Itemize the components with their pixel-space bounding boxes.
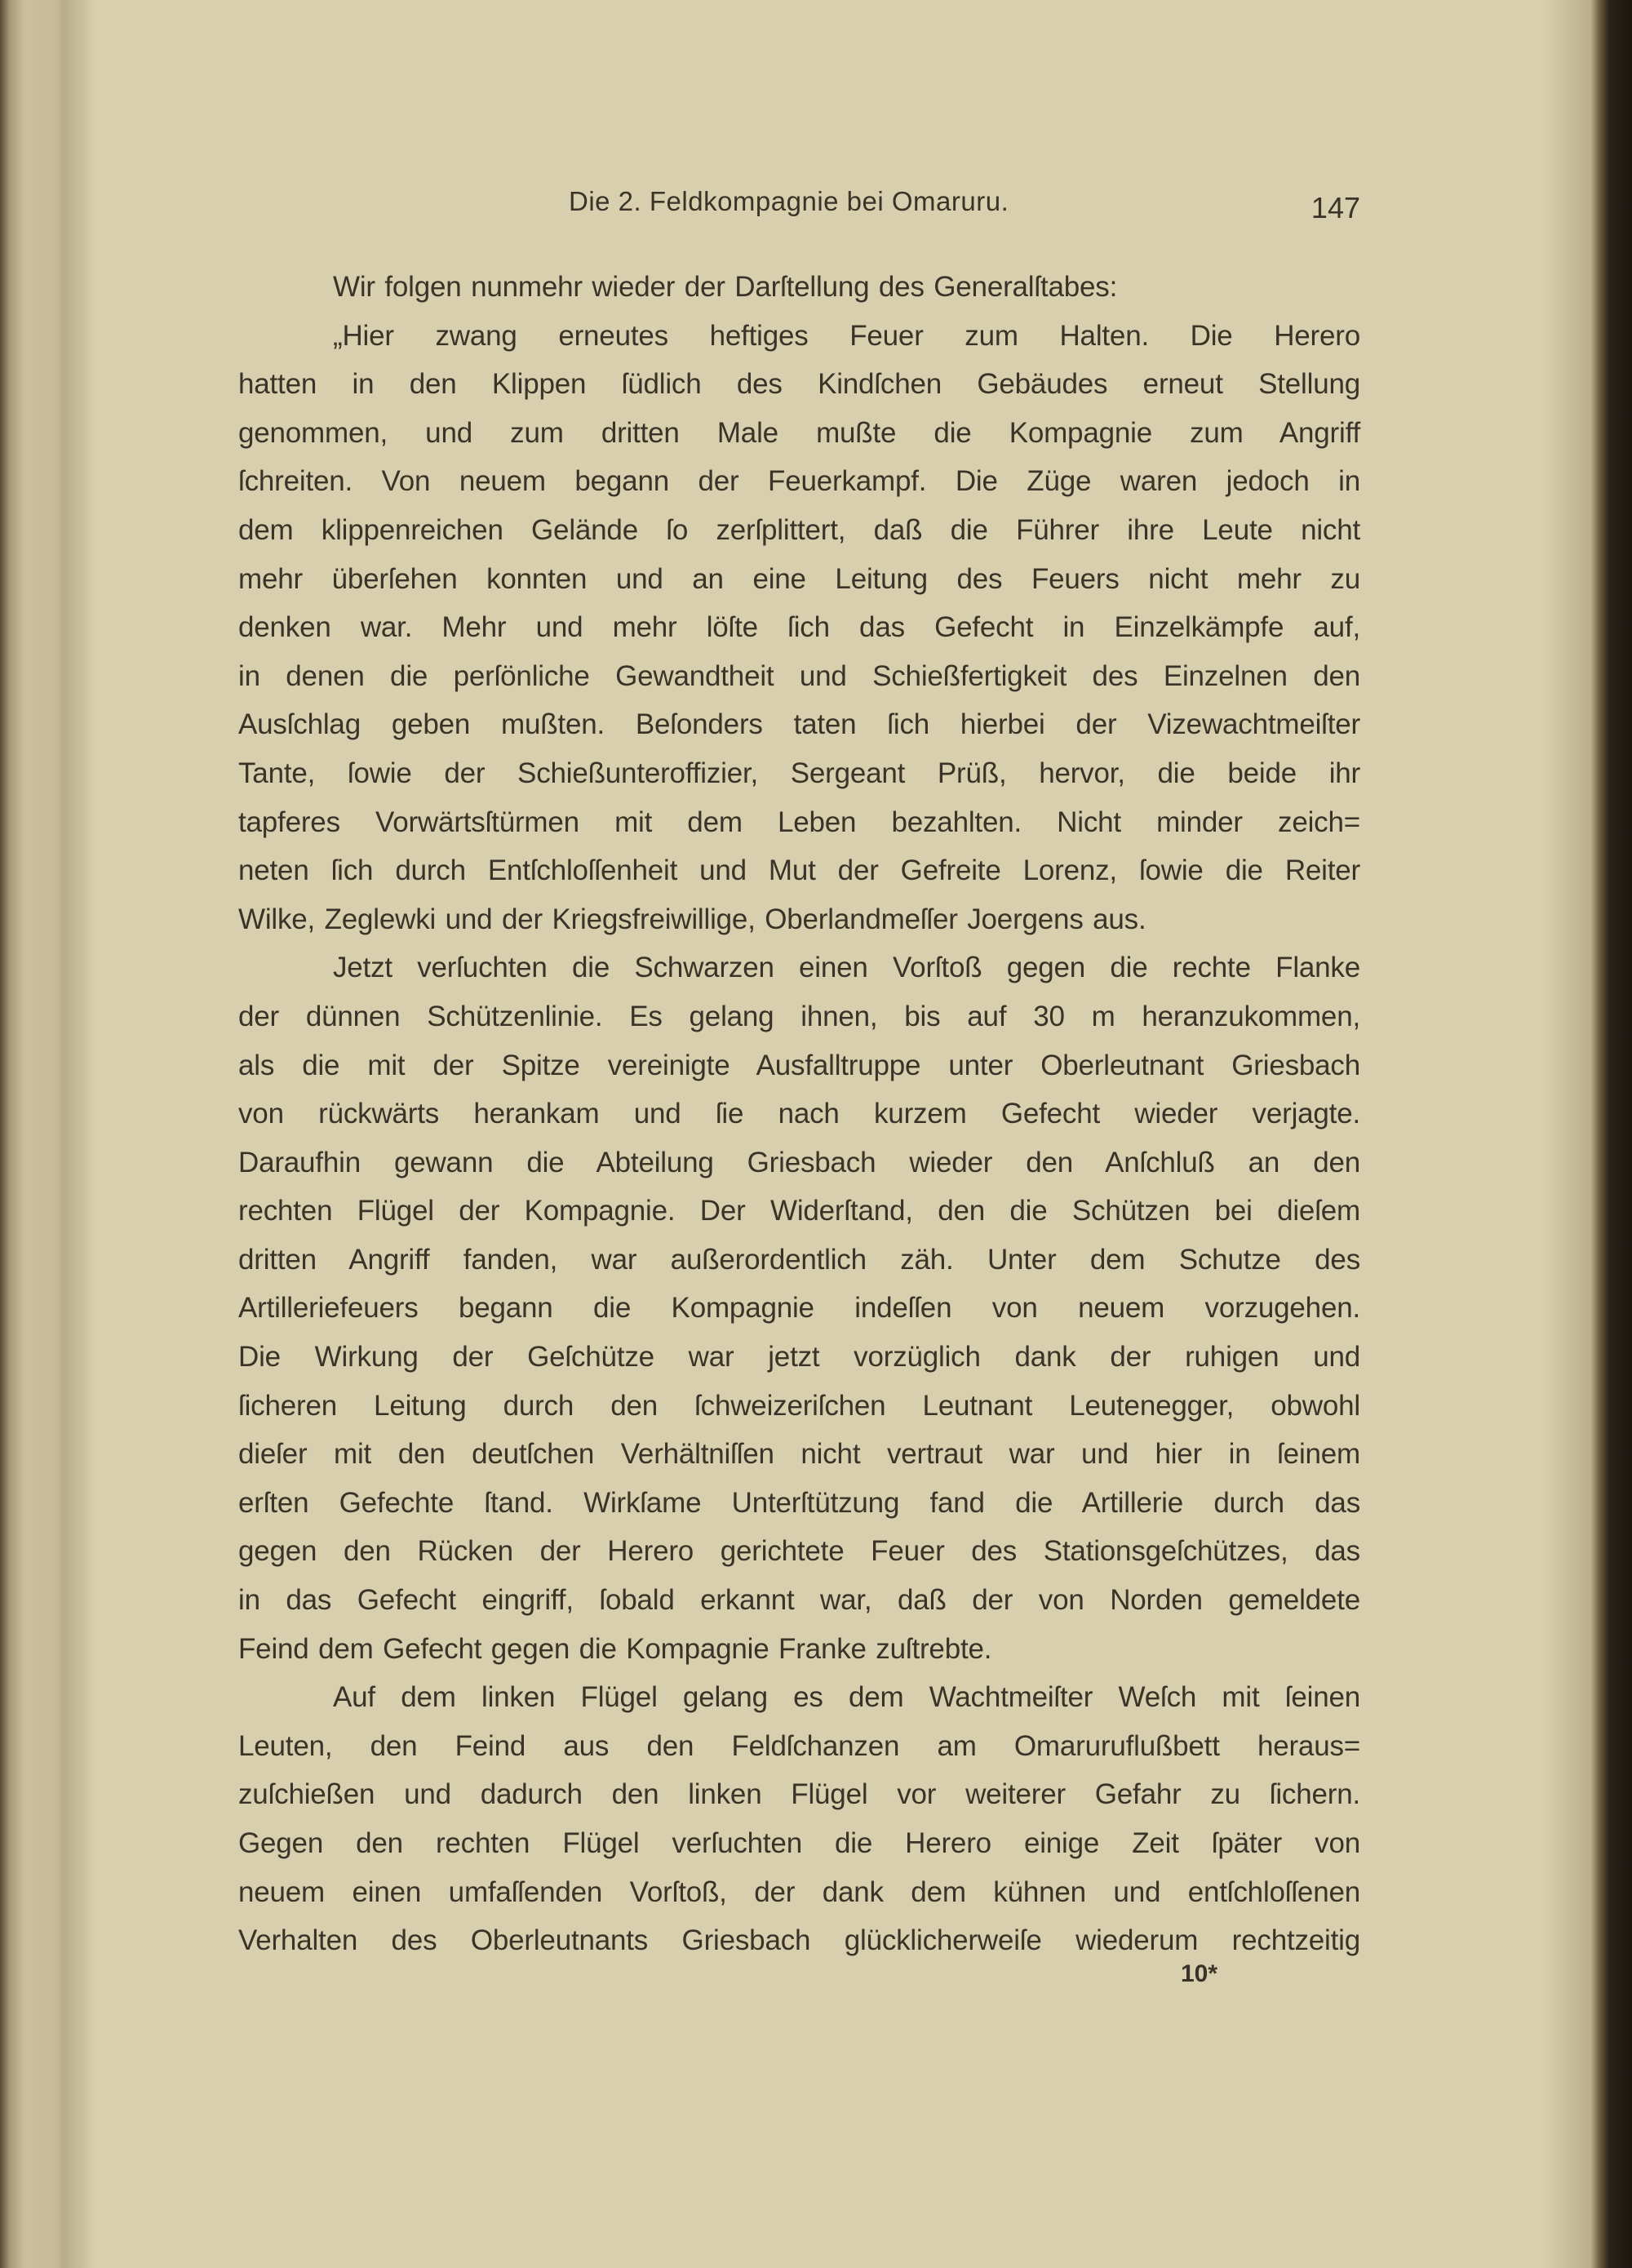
text-line: „Hier zwang erneutes heftiges Feuer zum Halten. Die Herero [333,319,1360,352]
page-number: 147 [1310,191,1360,224]
paragraph [238,943,1360,1673]
text-line: zuſchießen und dadurch den linken Flügel vor weiterer Gefahr zu ſichern. [238,1778,1360,1811]
text-line: Ausſchlag geben mußten. Beſonders taten ſich hierbei der Vizewachtmeiſter [238,708,1360,741]
text-line: neuem einen umfaſſenden Vorſtoß, der dank dem kühnen und entſchloſſenen [238,1875,1360,1908]
previous-page-edge [0,0,64,2268]
text-line: Wir folgen nunmehr wieder der Darſtellung des Generalſtabes: [333,271,1118,303]
text-line: Wilke, Zeglewki und der Kriegsfreiwillige, Oberlandmeſſer Joergens aus. [238,903,1146,935]
body-text [238,263,1360,1965]
text-line: Leuten, den Feind aus den Feldſchanzen am Omaruruflußbett heraus= [238,1729,1360,1762]
text-line: ſicheren Leitung durch den ſchweizeriſchen Leutnant Leutenegger, obwohl [238,1389,1360,1422]
text-line: in das Gefecht eingriff, ſobald erkannt war, daß der von Norden gemeldete [238,1584,1360,1617]
text-line: in denen die perſönliche Gewandtheit und Schießfertigkeit des Einzelnen den [238,659,1360,692]
text-line: Artilleriefeuers begann die Kompagnie indeſſen von neuem vorzugehen. [238,1292,1360,1325]
book-binding-edge [1591,0,1632,2268]
text-line: ſchreiten. Von neuem begann der Feuerkampf. Die Züge waren jedoch in [238,465,1360,498]
paragraph [238,1673,1360,1965]
text-line: genommen, und zum dritten Male mußte die Kompagnie zum Angriff [238,416,1360,449]
text-line: Gegen den rechten Flügel verſuchten die Herero einige Zeit ſpäter von [238,1827,1360,1859]
text-line: von rückwärts herankam und ſie nach kurzem Gefecht wieder verjagte. [238,1098,1360,1130]
text-line: dieſer mit den deutſchen Verhältniſſen nicht vertraut war und hier in ſeinem [238,1438,1360,1471]
text-line: Verhalten des Oberleutnants Griesbach glücklicherweiſe wiederum rechtzeitig [238,1924,1360,1957]
text-line: Tante, ſowie der Schießunteroffizier, Sergeant Prüß, hervor, die beide ihr [238,757,1360,789]
running-title: Die 2. Feldkompagnie bei Omaruru. [569,186,1009,216]
text-line: der dünnen Schützenlinie. Es gelang ihnen, bis auf 30 m heranzukommen, [238,1000,1360,1032]
text-line: dritten Angriff fanden, war außerordentlich zäh. Unter dem Schutze des [238,1243,1360,1276]
signature-mark: 10* [1181,1960,1218,1987]
text-line: Feind dem Gefecht gegen die Kompagnie Franke zuſtrebte. [238,1632,992,1665]
page-gutter-shadow [64,0,96,2268]
text-line: Die Wirkung der Geſchütze war jetzt vorzüglich dank der ruhigen und [238,1341,1360,1374]
paragraph [238,312,1360,944]
paragraph [238,263,1360,312]
text-line: dem klippenreichen Gelände ſo zerſplittert, daß die Führer ihre Leute nicht [238,513,1360,546]
text-line: hatten in den Klippen ſüdlich des Kindſchen Gebäudes erneut Stellung [238,368,1360,401]
page-header [238,186,1360,227]
text-line: mehr überſehen konnten und an eine Leitung des Feuers nicht mehr zu [238,562,1360,595]
text-line: als die mit der Spitze vereinigte Ausfalltruppe unter Oberleutnant Griesbach [238,1049,1360,1081]
text-line: Daraufhin gewann die Abteilung Griesbach wieder den Anſchluß an den [238,1146,1360,1178]
text-line: Auf dem linken Flügel gelang es dem Wachtmeiſter Weſch mit ſeinen [333,1681,1360,1714]
text-line: neten ſich durch Entſchloſſenheit und Mut der Gefreite Lorenz, ſowie die Reiter [238,854,1360,887]
text-line: denken war. Mehr und mehr löſte ſich das Gefecht in Einzelkämpfe auf, [238,611,1360,644]
text-line: gegen den Rücken der Herero gerichtete Feuer des Stationsgeſchützes, das [238,1535,1360,1568]
page-edge-shade [1542,0,1591,2268]
text-line: rechten Flügel der Kompagnie. Der Widerſtand, den die Schützen bei dieſem [238,1195,1360,1227]
text-line: Jetzt verſuchten die Schwarzen einen Vorſtoß gegen die rechte Flanke [333,952,1360,984]
text-line: tapferes Vorwärtsſtürmen mit dem Leben bezahlten. Nicht minder zeich= [238,806,1360,838]
text-line: erſten Gefechte ſtand. Wirkſame Unterſtützung fand die Artillerie durch das [238,1486,1360,1519]
